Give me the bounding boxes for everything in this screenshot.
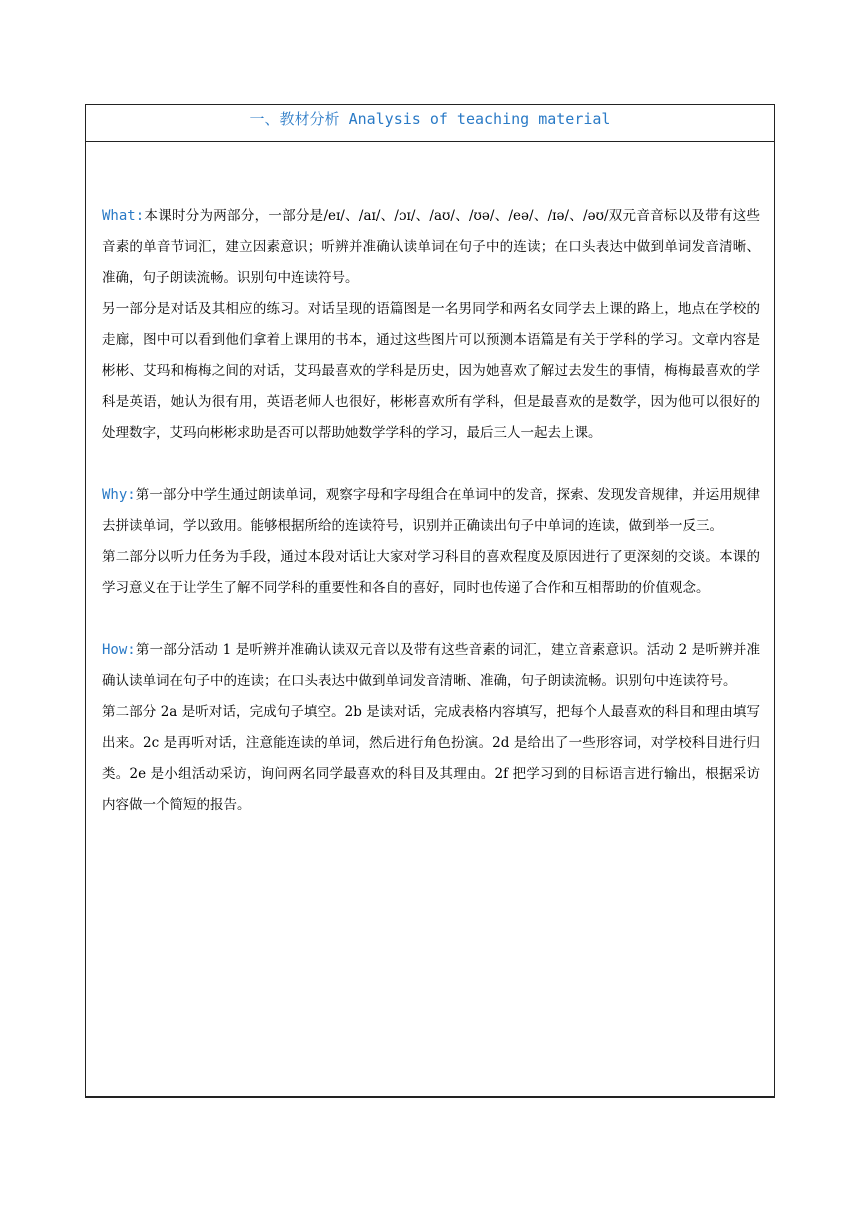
what-paragraph-2: 另一部分是对话及其相应的练习。对话呈现的语篇图是一名男同学和两名女同学去上课的路上，地点在学校的走廊，图中可以看到他们拿着上课用的书本，通过这些图片可以预测本语篇是有关于学科的学习。文章内容是彬彬、艾玛和梅梅之间的对话，艾玛最喜欢的学科是历史，因为她喜欢了解过去发生的事情，梅梅最喜欢的学科是英语，她认为很有用，英语老师人也很好，彬彬喜欢所有学科，但是最喜欢的是数学，因为他可以很好的处理数字，艾玛向彬彬求助是否可以帮助她数学学科的学习，最后三人一起去上课。 — [102, 301, 760, 441]
what-paragraph-1 — [102, 201, 760, 294]
spacer — [102, 604, 760, 635]
what-label: What: — [102, 208, 145, 224]
how-paragraph-1 — [102, 635, 760, 697]
how-text-1: 第一部分活动 1 是听辨并准确认读双元音以及带有这些音素的词汇，建立音素意识。活动 2 是听辨并准确认读单词在句子中的连读；在口头表达中做到单词发音清晰、准确，句子朗读流畅。识别句中连读符号。 — [102, 642, 760, 689]
table-body — [102, 201, 760, 821]
spacer — [102, 449, 760, 480]
what-text-1: 本课时分为两部分，一部分是/eɪ/、/aɪ/、/ɔɪ/、/aʊ/、/ʊə/、/eə/、/ɪə/、/əʊ/双元音音标以及带有这些音素的单音节词汇，建立因素意识；听辨并准确认读单词在句子中的连读；在口头表达中做到单词发音清晰、准确，句子朗读流畅。识别句中连读符号。 — [102, 208, 760, 286]
document-table — [85, 104, 775, 1098]
how-label: How: — [102, 642, 136, 658]
section-title: 一、教材分析 Analysis of teaching material — [86, 105, 774, 142]
how-paragraph-2: 第二部分 2a 是听对话，完成句子填空。2b 是读对话，完成表格内容填写，把每个人最喜欢的科目和理由填写出来。2c 是再听对话，注意能连读的单词，然后进行角色扮演。2d 是给出了一些形容词，对学校科目进行归类。2e 是小组活动采访，询问两名同学最喜欢的科目及其理由。2f 把学习到的目标语言进行输出，根据采访内容做一个简短的报告。 — [102, 704, 760, 813]
why-paragraph-1 — [102, 480, 760, 542]
why-text-1: 第一部分中学生通过朗读单词，观察字母和字母组合在单词中的发音，探索、发现发音规律，并运用规律去拼读单词，学以致用。能够根据所给的连读符号，识别并正确读出句子中单词的连读，做到举一反三。 — [102, 487, 760, 534]
why-paragraph-2: 第二部分以听力任务为手段，通过本段对话让大家对学习科目的喜欢程度及原因进行了更深刻的交谈。本课的学习意义在于让学生了解不同学科的重要性和各自的喜好，同时也传递了合作和互相帮助的价值观念。 — [102, 549, 760, 596]
why-label: Why: — [102, 487, 136, 503]
